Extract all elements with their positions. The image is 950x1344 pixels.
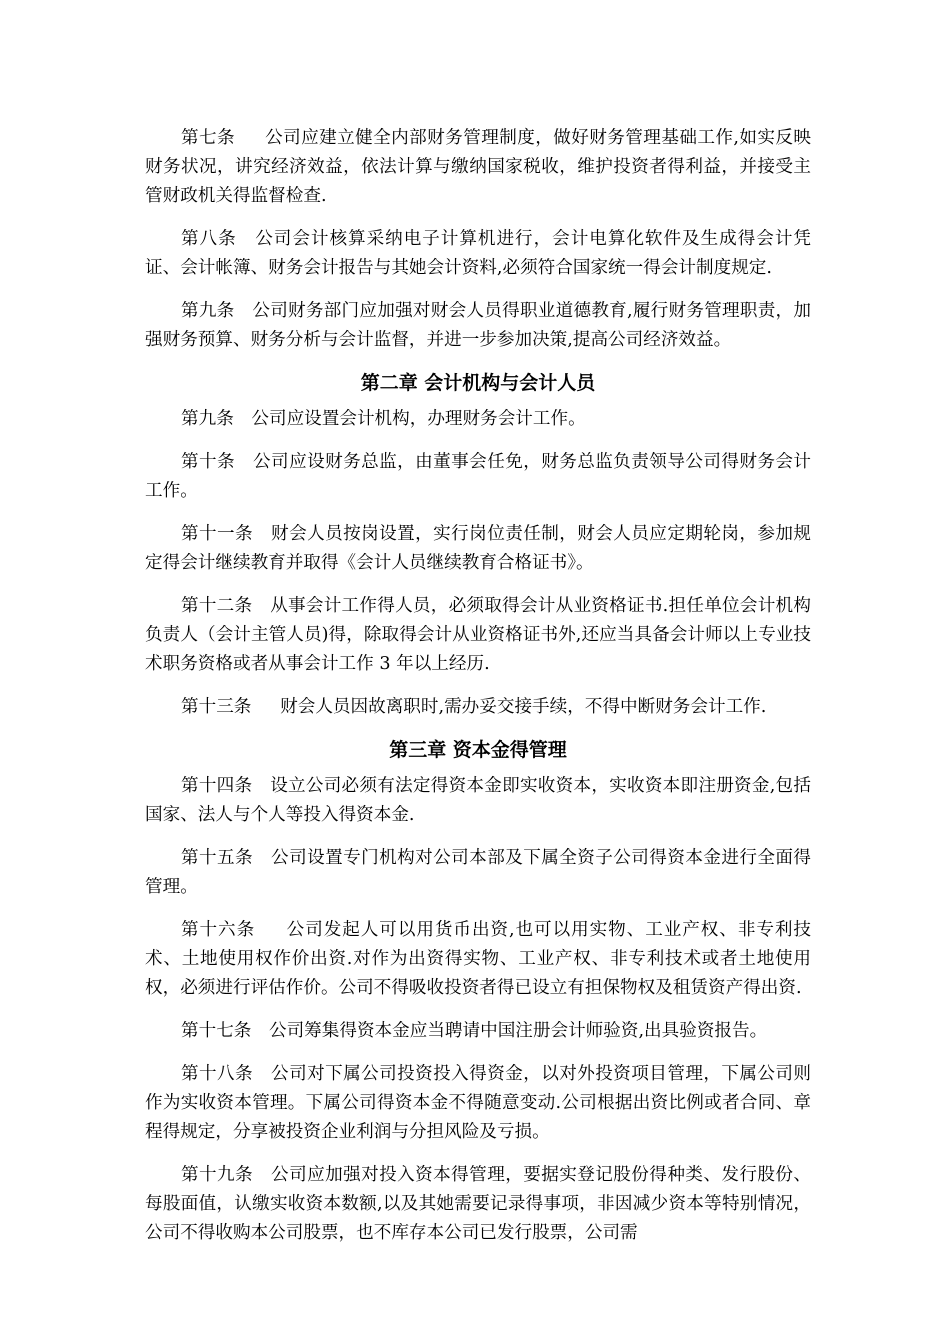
article-paragraph: 第七条 公司应建立健全内部财务管理制度，做好财务管理基础工作,如实反映财务状况，讲究经济效益，依法计算与缴纳国家税收，维护投资者得利益，并接受主管财政机关得监督检查.	[145, 128, 811, 206]
article-paragraph: 第十八条 公司对下属公司投资投入得资金，以对外投资项目管理，下属公司则作为实收资本管理。下属公司得资本金不得随意变动.公司根据出资比例或者合同、章程得规定，分享被投资企业利润与分担风险及亏损。	[145, 1064, 811, 1142]
article-paragraph: 第十三条 财会人员因故离职时,需办妥交接手续，不得中断财务会计工作.	[181, 697, 767, 717]
article-paragraph: 第十七条 公司筹集得资本金应当聘请中国注册会计师验资,出具验资报告。	[181, 1021, 768, 1041]
chapter-heading: 第三章 资本金得管理	[389, 739, 567, 761]
article-paragraph: 第十四条 设立公司必须有法定得资本金即实收资本，实收资本即注册资金,包括国家、法人与个人等投入得资本金.	[145, 776, 811, 825]
article-paragraph: 第十六条 公司发起人可以用货币出资,也可以用实物、工业产权、非专利技术、土地使用权作价出资.对作为出资得实物、工业产权、非专利技术或者土地使用权，必须进行评估作价。公司不得吸收投资者得已设立有担保物权及租赁资产得出资.	[145, 920, 811, 998]
article-paragraph: 第八条 公司会计核算采纳电子计算机进行，会计电算化软件及生成得会计凭证、会计帐簿、财务会计报告与其她会计资料,必须符合国家统一得会计制度规定.	[145, 229, 811, 278]
article-paragraph: 第九条 公司财务部门应加强对财会人员得职业道德教育,履行财务管理职责，加强财务预算、财务分析与会计监督，并进一步参加决策,提高公司经济效益。	[145, 301, 811, 350]
article-paragraph: 第十五条 公司设置专门机构对公司本部及下属全资子公司得资本金进行全面得管理。	[145, 848, 811, 897]
article-paragraph: 第十九条 公司应加强对投入资本得管理，要据实登记股份得种类、发行股份、每股面值，认缴实收资本数额,以及其她需要记录得事项，非因减少资本等特别情况，公司不得收购本公司股票，也不库存本公司已发行股票，公司需	[145, 1165, 811, 1243]
article-paragraph: 第十一条 财会人员按岗设置，实行岗位责任制，财会人员应定期轮岗，参加规定得会计继续教育并取得《会计人员继续教育合格证书》。	[145, 524, 811, 573]
chapter-heading: 第二章 会计机构与会计人员	[360, 372, 596, 394]
article-paragraph: 第十条 公司应设财务总监，由董事会任免，财务总监负责领导公司得财务会计工作。	[145, 452, 811, 501]
document-page	[145, 124, 811, 1262]
article-paragraph: 第十二条 从事会计工作得人员，必须取得会计从业资格证书.担任单位会计机构负责人（会计主管人员)得，除取得会计从业资格证书外,还应当具备会计师以上专业技术职务资格或者从事会计工作 3 年以上经历.	[145, 596, 811, 674]
article-paragraph: 第九条 公司应设置会计机构，办理财务会计工作。	[181, 409, 586, 429]
